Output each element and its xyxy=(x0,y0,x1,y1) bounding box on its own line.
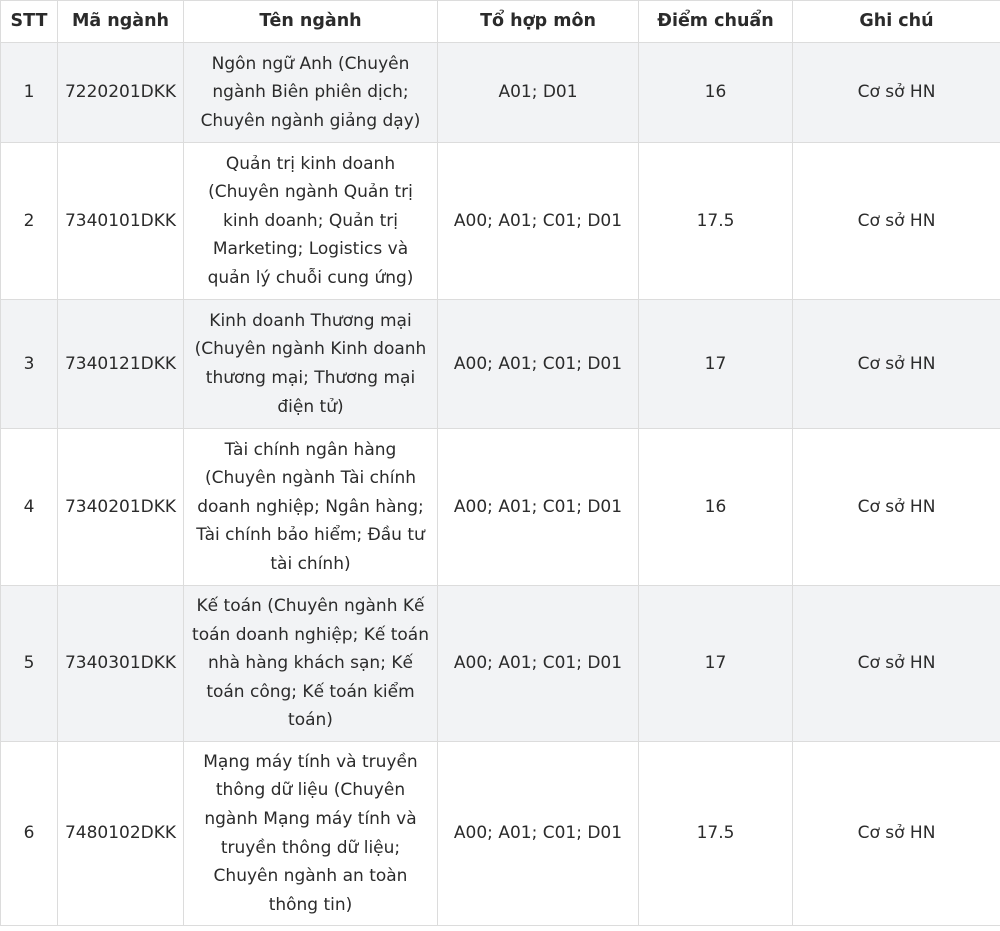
cell-note: Cơ sở HN xyxy=(793,742,1000,926)
table-body xyxy=(1,43,1000,926)
header-row xyxy=(1,1,1000,43)
header-diem-chuan: Điểm chuẩn xyxy=(639,1,793,43)
cell-code: 7340301DKK xyxy=(58,586,184,742)
cell-score: 17 xyxy=(639,586,793,742)
header-ten-nganh: Tên ngành xyxy=(184,1,438,43)
cell-score: 17.5 xyxy=(639,742,793,926)
cell-code: 7220201DKK xyxy=(58,43,184,143)
cell-score: 16 xyxy=(639,43,793,143)
cell-code: 7340201DKK xyxy=(58,429,184,586)
cell-stt: 6 xyxy=(1,742,58,926)
cell-subjects: A00; A01; C01; D01 xyxy=(438,742,639,926)
cell-note: Cơ sở HN xyxy=(793,43,1000,143)
cell-stt: 3 xyxy=(1,300,58,429)
table-row xyxy=(1,43,1000,143)
cell-name: Kế toán (Chuyên ngành Kế toán doanh nghiệp; Kế toán nhà hàng khách sạn; Kế toán công; Kế toán kiểm toán) xyxy=(184,586,438,742)
cell-note: Cơ sở HN xyxy=(793,586,1000,742)
cell-score: 16 xyxy=(639,429,793,586)
table-row xyxy=(1,742,1000,926)
table-row xyxy=(1,143,1000,300)
header-ma-nganh: Mã ngành xyxy=(58,1,184,43)
cell-subjects: A00; A01; C01; D01 xyxy=(438,429,639,586)
cell-stt: 2 xyxy=(1,143,58,300)
table-header xyxy=(1,1,1000,43)
cell-subjects: A00; A01; C01; D01 xyxy=(438,143,639,300)
cell-subjects: A00; A01; C01; D01 xyxy=(438,586,639,742)
cell-name: Kinh doanh Thương mại (Chuyên ngành Kinh doanh thương mại; Thương mại điện tử) xyxy=(184,300,438,429)
cell-subjects: A00; A01; C01; D01 xyxy=(438,300,639,429)
cell-name: Tài chính ngân hàng (Chuyên ngành Tài chính doanh nghiệp; Ngân hàng; Tài chính bảo hiểm; Đầu tư tài chính) xyxy=(184,429,438,586)
cell-code: 7480102DKK xyxy=(58,742,184,926)
cell-score: 17.5 xyxy=(639,143,793,300)
table-row xyxy=(1,429,1000,586)
cell-stt: 1 xyxy=(1,43,58,143)
cell-code: 7340121DKK xyxy=(58,300,184,429)
table-row xyxy=(1,300,1000,429)
header-to-hop-mon: Tổ hợp môn xyxy=(438,1,639,43)
cell-stt: 5 xyxy=(1,586,58,742)
table-row xyxy=(1,586,1000,742)
header-stt: STT xyxy=(1,1,58,43)
cell-score: 17 xyxy=(639,300,793,429)
cell-name: Quản trị kinh doanh (Chuyên ngành Quản trị kinh doanh; Quản trị Marketing; Logistics và quản lý chuỗi cung ứng) xyxy=(184,143,438,300)
cell-name: Ngôn ngữ Anh (Chuyên ngành Biên phiên dịch; Chuyên ngành giảng dạy) xyxy=(184,43,438,143)
cell-name: Mạng máy tính và truyền thông dữ liệu (Chuyên ngành Mạng máy tính và truyền thông dữ liệu; Chuyên ngành an toàn thông tin) xyxy=(184,742,438,926)
cell-note: Cơ sở HN xyxy=(793,429,1000,586)
cell-note: Cơ sở HN xyxy=(793,143,1000,300)
cell-subjects: A01; D01 xyxy=(438,43,639,143)
cell-code: 7340101DKK xyxy=(58,143,184,300)
cell-stt: 4 xyxy=(1,429,58,586)
header-ghi-chu: Ghi chú xyxy=(793,1,1000,43)
cell-note: Cơ sở HN xyxy=(793,300,1000,429)
